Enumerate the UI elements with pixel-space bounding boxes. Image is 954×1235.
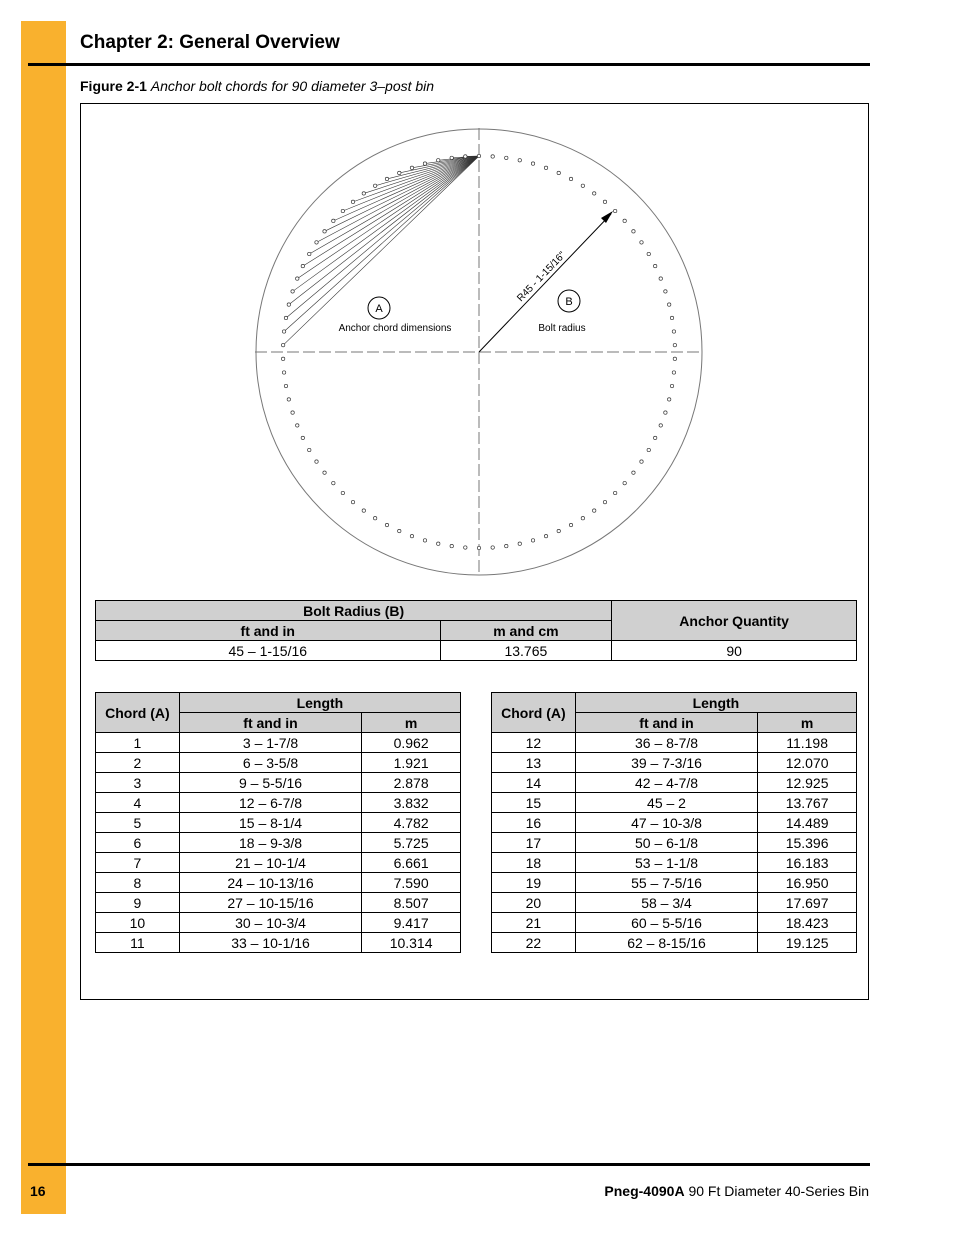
- chord-line: [289, 156, 479, 305]
- chord-cell: 12: [492, 733, 576, 753]
- anchor-hole: [450, 544, 453, 547]
- table-row: [96, 733, 461, 753]
- table-row: [492, 873, 857, 893]
- ft-in-cell: 50 – 6-1/8: [575, 833, 757, 853]
- ft-in-cell: 9 – 5-5/16: [179, 773, 361, 793]
- anchor-hole: [557, 529, 560, 532]
- chord-lines: [283, 156, 479, 345]
- anchor-hole: [581, 517, 584, 520]
- ft-in-cell: 62 – 8-15/16: [575, 933, 757, 953]
- anchor-hole: [667, 303, 670, 306]
- length-header: Length: [179, 693, 460, 713]
- chapter-title: Chapter 2: General Overview: [80, 32, 340, 53]
- chord-line: [303, 156, 479, 266]
- anchor-hole: [647, 252, 650, 255]
- anchor-quantity-cell: 90: [612, 641, 857, 661]
- anchor-hole: [518, 159, 521, 162]
- ft-in-cell: 60 – 5-5/16: [575, 913, 757, 933]
- chord-cell: 16: [492, 813, 576, 833]
- ft-in-cell: 36 – 8-7/8: [575, 733, 757, 753]
- table-row: [492, 893, 857, 913]
- chord-cell: 1: [96, 733, 180, 753]
- chord-cell: 17: [492, 833, 576, 853]
- anchor-hole: [653, 436, 656, 439]
- m-cell: 15.396: [758, 833, 857, 853]
- chord-line: [333, 156, 479, 221]
- anchor-hole: [284, 384, 287, 387]
- chord-cell: 8: [96, 873, 180, 893]
- anchor-hole: [423, 162, 426, 165]
- m-cell: 1.921: [362, 753, 461, 773]
- bolt-radius-header: Bolt Radius (B): [96, 601, 612, 621]
- anchor-hole: [287, 303, 290, 306]
- chord-cell: 10: [96, 913, 180, 933]
- chord-table-left: [95, 692, 461, 953]
- chord-cell: 3: [96, 773, 180, 793]
- anchor-hole: [341, 491, 344, 494]
- figure-caption-text: Anchor bolt chords for 90 diameter 3–post bin: [150, 78, 435, 94]
- anchor-hole: [351, 200, 354, 203]
- m-cell: 9.417: [362, 913, 461, 933]
- chord-cell: 4: [96, 793, 180, 813]
- anchor-hole: [640, 460, 643, 463]
- anchor-hole: [505, 544, 508, 547]
- anchor-hole: [623, 481, 626, 484]
- document-title: 90 Ft Diameter 40-Series Bin: [688, 1183, 869, 1199]
- table-row: [96, 853, 461, 873]
- anchor-hole: [640, 241, 643, 244]
- table-row: [492, 933, 857, 953]
- anchor-hole: [301, 436, 304, 439]
- ft-in-cell: 12 – 6-7/8: [179, 793, 361, 813]
- m-cell: 13.767: [758, 793, 857, 813]
- length-header: Length: [575, 693, 856, 713]
- anchor-quantity-header: Anchor Quantity: [612, 601, 857, 641]
- chord-line: [309, 156, 479, 254]
- ft-in-cell: 55 – 7-5/16: [575, 873, 757, 893]
- chord-cell: 9: [96, 893, 180, 913]
- ft-in-cell: 18 – 9-3/8: [179, 833, 361, 853]
- anchor-hole: [672, 330, 675, 333]
- table-row: [96, 873, 461, 893]
- anchor-hole: [281, 357, 284, 360]
- ft-in-cell: 30 – 10-3/4: [179, 913, 361, 933]
- document-footer: [604, 1183, 869, 1199]
- m-cell: 8.507: [362, 893, 461, 913]
- radius-ft-cell: 45 – 1-15/16: [96, 641, 441, 661]
- chord-cell: 21: [492, 913, 576, 933]
- document-id: Pneg-4090A: [604, 1183, 685, 1199]
- table-row: [492, 853, 857, 873]
- anchor-hole: [569, 523, 572, 526]
- anchor-hole: [557, 171, 560, 174]
- radius-m-cell: 13.765: [440, 641, 612, 661]
- anchor-hole: [323, 230, 326, 233]
- table-row: [96, 833, 461, 853]
- chord-line: [297, 156, 479, 279]
- anchor-hole: [491, 155, 494, 158]
- ft-in-cell: 42 – 4-7/8: [575, 773, 757, 793]
- footer-rule: [28, 1163, 870, 1166]
- chord-header: Chord (A): [492, 693, 576, 733]
- anchor-hole: [581, 184, 584, 187]
- ft-in-cell: 6 – 3-5/8: [179, 753, 361, 773]
- anchor-hole: [544, 534, 547, 537]
- chord-line: [293, 156, 479, 291]
- anchor-hole: [464, 546, 467, 549]
- anchor-hole: [632, 471, 635, 474]
- ft-in-header: ft and in: [179, 713, 361, 733]
- anchor-hole: [437, 159, 440, 162]
- anchor-hole: [491, 546, 494, 549]
- anchor-hole: [281, 343, 284, 346]
- anchor-bolt-diagram: [81, 104, 870, 584]
- anchor-hole: [664, 411, 667, 414]
- table-row: [96, 913, 461, 933]
- anchor-hole: [647, 448, 650, 451]
- table-row: [96, 793, 461, 813]
- anchor-hole: [518, 542, 521, 545]
- ft-in-cell: 58 – 3/4: [575, 893, 757, 913]
- m-cell: 4.782: [362, 813, 461, 833]
- anchor-hole: [410, 534, 413, 537]
- anchor-hole: [296, 424, 299, 427]
- anchor-hole: [385, 177, 388, 180]
- chord-line: [353, 156, 479, 202]
- anchor-hole: [603, 200, 606, 203]
- m-cm-header: m and cm: [440, 621, 612, 641]
- anchor-hole: [351, 500, 354, 503]
- m-cell: 12.070: [758, 753, 857, 773]
- anchor-hole: [477, 154, 480, 157]
- anchor-hole: [659, 424, 662, 427]
- anchor-hole: [653, 264, 656, 267]
- figure-number: Figure 2-1: [80, 78, 147, 94]
- anchor-hole: [315, 460, 318, 463]
- chord-cell: 19: [492, 873, 576, 893]
- m-cell: 11.198: [758, 733, 857, 753]
- side-accent-bar: [21, 21, 66, 1214]
- anchor-hole: [505, 156, 508, 159]
- m-cell: 14.489: [758, 813, 857, 833]
- anchor-hole: [398, 171, 401, 174]
- callout-b-text: Bolt radius: [538, 323, 586, 334]
- table-row: [96, 773, 461, 793]
- anchor-hole: [450, 156, 453, 159]
- chord-cell: 6: [96, 833, 180, 853]
- table-row: [96, 813, 461, 833]
- table-row: [492, 773, 857, 793]
- anchor-hole: [410, 166, 413, 169]
- m-cell: 7.590: [362, 873, 461, 893]
- anchor-hole: [673, 343, 676, 346]
- m-cell: 2.878: [362, 773, 461, 793]
- m-cell: 10.314: [362, 933, 461, 953]
- anchor-hole: [308, 252, 311, 255]
- anchor-hole: [464, 155, 467, 158]
- chord-header: Chord (A): [96, 693, 180, 733]
- anchor-hole: [673, 357, 676, 360]
- anchor-hole: [332, 481, 335, 484]
- anchor-hole: [670, 316, 673, 319]
- anchor-hole: [385, 523, 388, 526]
- ft-in-cell: 53 – 1-1/8: [575, 853, 757, 873]
- ft-in-cell: 45 – 2: [575, 793, 757, 813]
- table-row: [492, 913, 857, 933]
- anchor-hole: [632, 230, 635, 233]
- m-cell: 6.661: [362, 853, 461, 873]
- header-rule: [28, 63, 870, 66]
- anchor-hole: [323, 471, 326, 474]
- ft-in-header: ft and in: [96, 621, 441, 641]
- anchor-hole: [664, 290, 667, 293]
- anchor-hole: [282, 371, 285, 374]
- callout-a-letter: A: [375, 303, 383, 315]
- m-cell: 5.725: [362, 833, 461, 853]
- anchor-hole: [437, 542, 440, 545]
- m-header: m: [758, 713, 857, 733]
- figure-caption: [80, 78, 434, 94]
- m-cell: 16.183: [758, 853, 857, 873]
- chord-cell: 15: [492, 793, 576, 813]
- m-header: m: [362, 713, 461, 733]
- chord-cell: 22: [492, 933, 576, 953]
- ft-in-cell: 21 – 10-1/4: [179, 853, 361, 873]
- table-row: [492, 833, 857, 853]
- anchor-hole: [284, 316, 287, 319]
- anchor-hole: [282, 330, 285, 333]
- anchor-hole: [593, 192, 596, 195]
- figure-frame: [80, 103, 869, 1000]
- m-cell: 19.125: [758, 933, 857, 953]
- chord-line: [343, 156, 479, 211]
- m-cell: 17.697: [758, 893, 857, 913]
- anchor-hole: [531, 162, 534, 165]
- anchor-hole: [373, 517, 376, 520]
- ft-in-cell: 33 – 10-1/16: [179, 933, 361, 953]
- ft-in-cell: 3 – 1-7/8: [179, 733, 361, 753]
- chord-cell: 18: [492, 853, 576, 873]
- radius-dimension-text: R45 - 1-15/16": [515, 249, 569, 305]
- m-cell: 16.950: [758, 873, 857, 893]
- anchor-hole: [373, 184, 376, 187]
- chord-table-left-body: [96, 733, 461, 953]
- anchor-hole: [362, 509, 365, 512]
- ft-in-cell: 47 – 10-3/8: [575, 813, 757, 833]
- anchor-hole: [315, 241, 318, 244]
- m-cell: 18.423: [758, 913, 857, 933]
- chord-cell: 14: [492, 773, 576, 793]
- ft-in-header: ft and in: [575, 713, 757, 733]
- ft-in-cell: 15 – 8-1/4: [179, 813, 361, 833]
- table-row: [492, 793, 857, 813]
- chord-line: [364, 156, 479, 193]
- bolt-radius-table: [95, 600, 857, 661]
- chord-cell: 11: [96, 933, 180, 953]
- chord-table-right: [491, 692, 857, 953]
- anchor-hole: [291, 290, 294, 293]
- table-row: [96, 753, 461, 773]
- anchor-hole: [308, 448, 311, 451]
- anchor-hole: [603, 500, 606, 503]
- anchor-hole: [341, 209, 344, 212]
- table-row: [492, 733, 857, 753]
- chord-line: [325, 156, 479, 231]
- chord-line: [286, 156, 479, 318]
- chord-cell: 5: [96, 813, 180, 833]
- chord-cell: 20: [492, 893, 576, 913]
- chord-cell: 2: [96, 753, 180, 773]
- anchor-hole: [544, 166, 547, 169]
- anchor-hole: [332, 219, 335, 222]
- ft-in-cell: 27 – 10-15/16: [179, 893, 361, 913]
- m-cell: 3.832: [362, 793, 461, 813]
- anchor-hole: [672, 371, 675, 374]
- table-row: [492, 813, 857, 833]
- anchor-hole: [659, 277, 662, 280]
- anchor-hole: [423, 539, 426, 542]
- chord-cell: 13: [492, 753, 576, 773]
- table-row: [96, 893, 461, 913]
- m-cell: 12.925: [758, 773, 857, 793]
- table-row: [492, 753, 857, 773]
- anchor-hole: [593, 509, 596, 512]
- anchor-hole: [613, 209, 616, 212]
- anchor-hole: [667, 398, 670, 401]
- page-number: 16: [30, 1183, 46, 1199]
- callout-a-text: Anchor chord dimensions: [338, 323, 452, 334]
- anchor-hole: [613, 491, 616, 494]
- anchor-hole: [362, 192, 365, 195]
- m-cell: 0.962: [362, 733, 461, 753]
- anchor-hole: [531, 539, 534, 542]
- ft-in-cell: 39 – 7-3/16: [575, 753, 757, 773]
- chord-cell: 7: [96, 853, 180, 873]
- anchor-hole: [287, 398, 290, 401]
- table-row: [96, 933, 461, 953]
- ft-in-cell: 24 – 10-13/16: [179, 873, 361, 893]
- anchor-hole: [477, 546, 480, 549]
- anchor-hole: [623, 219, 626, 222]
- anchor-hole: [398, 529, 401, 532]
- table-row: [96, 641, 857, 661]
- chord-table-right-body: [492, 733, 857, 953]
- anchor-hole: [670, 384, 673, 387]
- anchor-hole: [301, 264, 304, 267]
- anchor-hole: [569, 177, 572, 180]
- anchor-hole: [291, 411, 294, 414]
- callout-b-letter: B: [565, 296, 573, 308]
- radius-arrowhead: [601, 211, 613, 223]
- anchor-hole: [296, 277, 299, 280]
